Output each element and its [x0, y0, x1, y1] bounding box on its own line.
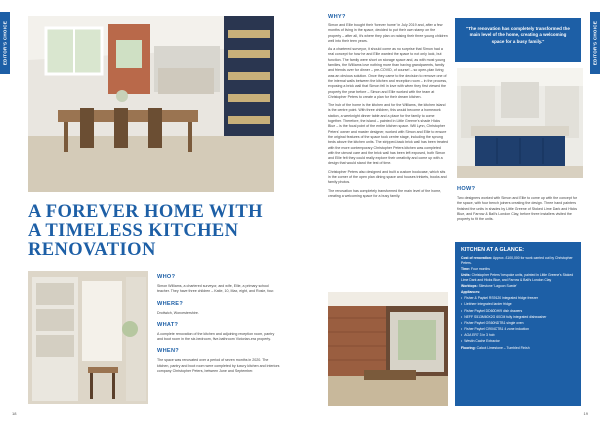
list-item: • Liebherr integrated larder fridge [461, 302, 575, 307]
section-tab: EDITOR'S CHOICE [590, 12, 600, 74]
glance-item: Worktops: Silestone 'Lagoon Suede' [461, 283, 517, 288]
pantry-photo [28, 271, 148, 404]
how-heading: HOW? [457, 186, 476, 192]
kitchen-at-a-glance-box [455, 242, 581, 406]
glance-title: KITCHEN AT A GLANCE: [461, 247, 525, 253]
who-heading: WHO? [157, 274, 176, 280]
why-column [328, 14, 448, 199]
article-headline: A FOREVER HOME WITH A TIMELESS KITCHEN RENOVATION [28, 202, 263, 260]
why-paragraph: Simon and Ellie bought their 'forever home' in July 2019 and, after a few months of living in the space, decided to put their own stamp on the property – after all, it's where they plan on raising their three young children well into their teen years. [328, 23, 448, 43]
why-heading: WHY? [328, 14, 346, 20]
what-section [157, 322, 281, 343]
who-text: Simon Williams, a chartered surveyor, and wife, Ellie, a primary school teacher. They have three children – Katie, 10, Max, eight, and Rosie, four. [157, 284, 275, 294]
list-item: • Fisher Paykel DD60DHI9 dish drawers [461, 309, 575, 314]
how-column [457, 186, 583, 222]
where-text: Droitwich, Worcestershire. [157, 310, 199, 315]
what-heading: WHAT? [157, 321, 179, 328]
list-item: • NEFF S513M60X2G 60CM fully integrated dishwasher [461, 315, 575, 320]
why-paragraph: Christopher Peters also designed and built a custom bookcase, which sits in the corner of the open plan dining space and houses trinkets, books and family photos. [328, 169, 447, 185]
why-paragraph: The renovation has completely transformed the main level of the home, creating a welcoming space for a busy family. [328, 188, 442, 198]
section-tab: EDITOR'S CHOICE [0, 12, 10, 74]
page-number-left: 18 [12, 411, 17, 416]
where-section [157, 301, 281, 316]
who-section [157, 274, 281, 295]
why-paragraph: As a chartered surveyor, it should come as no surprise that Simon had a real concept for how he and Ellie wanted the space to not only look, but function. The family were short on storage space and, as with most young families, the Williams love nothing more than having grandparents, family and friends over for dinner – pre-COVID, of course! – so open-plan living was an obvious solution. Once they came to the decision to remove one of the internal walls between the kitchen and reception room – in the process, exposing a brick wall that Simon fell in love with when they first viewed the property the year before – Simon and Ellie worked with the team at Christopher Peters to create a plan for their dream kitchen. [328, 47, 448, 99]
how-text: Two designers worked with Simon and Ellie to come up with the concept for the space, with four bench joiners creating the design. Three hand painters finished the units in shades by Little Greene of Stoked Lime Dark and Hicks Blue, and Farrow & Ball's London Clay, before three installers visited the property to fit the units. [457, 196, 578, 222]
glance-item: Appliances: [461, 289, 481, 294]
list-item: • AGA ER7 3 in 3 hob [461, 333, 575, 338]
when-section [157, 348, 281, 374]
glance-item: Cost of renovation: Approx. £100,000 for work carried out by Christopher Peters. [461, 256, 573, 265]
when-text: The space was renovated over a period of seven months in 2020. The kitchen, pantry and boot room were completed by luxury kitchen and interiors company Christopher Peters, between June and September. [157, 358, 280, 374]
list-item: • Fisher & Paykel RS9120 integrated fridge freezer [461, 296, 575, 301]
kitchen-hero-photo [28, 16, 274, 192]
list-item: • Westin Cache Extractor [461, 339, 575, 344]
when-heading: WHEN? [157, 348, 180, 355]
page-number-right: 19 [583, 411, 588, 416]
list-item: • Fisher Paykel OS60NDTB1 single oven [461, 321, 575, 326]
list-item: • Fisher Paykel CI904CTB1 4 zone induction [461, 327, 575, 332]
right-page [300, 0, 600, 424]
why-paragraph: The hub of the home is the kitchen and for the Williams, the kitchen island is the centre point. With three children, this would become a homework station, a weeknight dinner table and a place for the family to come together. Therefore, the island – painted in Little Greene's shade Hicks Blue – is the focal point of the entire kitchen space. Will Lynn, Christopher Peters' owner and master designer, worked with Simon and Ellie to ensure the original features of the space took centre stage, including the sprung beds above the kitchen units. The stripped-back brick wall has been treated with the more contemporary Christopher Peters kitchen was completed with the utmost care and the brick wall has been left exposed, both Simon and Ellie felt they could really explore their creativity and come up with a design that would stand the test of time. [328, 103, 448, 166]
what-text: A complete renovation of the kitchen and adjoining reception room, pantry and boot room in the six-bedroom, five-bathroom Victorian-era property. [157, 331, 275, 342]
where-heading: WHERE? [157, 300, 184, 307]
pull-quote: "The renovation has completely transformed the main level of the home, creating a welcoming space for a busy family." [455, 18, 581, 62]
glance-item: Time: Four months [461, 266, 490, 271]
glance-item: Flooring: Calcot Limestone – Tumbled Finish [461, 345, 530, 350]
glance-item: Units: Christopher Peters' bespoke units, painted in Little Greene's Stoked Lime Dark and Hicks Blue, and Farrow & Ball's London Clay [461, 272, 574, 282]
reception-room-photo [328, 292, 448, 406]
left-info-column [157, 274, 281, 374]
island-photo [457, 68, 583, 178]
appliance-list [461, 296, 575, 344]
